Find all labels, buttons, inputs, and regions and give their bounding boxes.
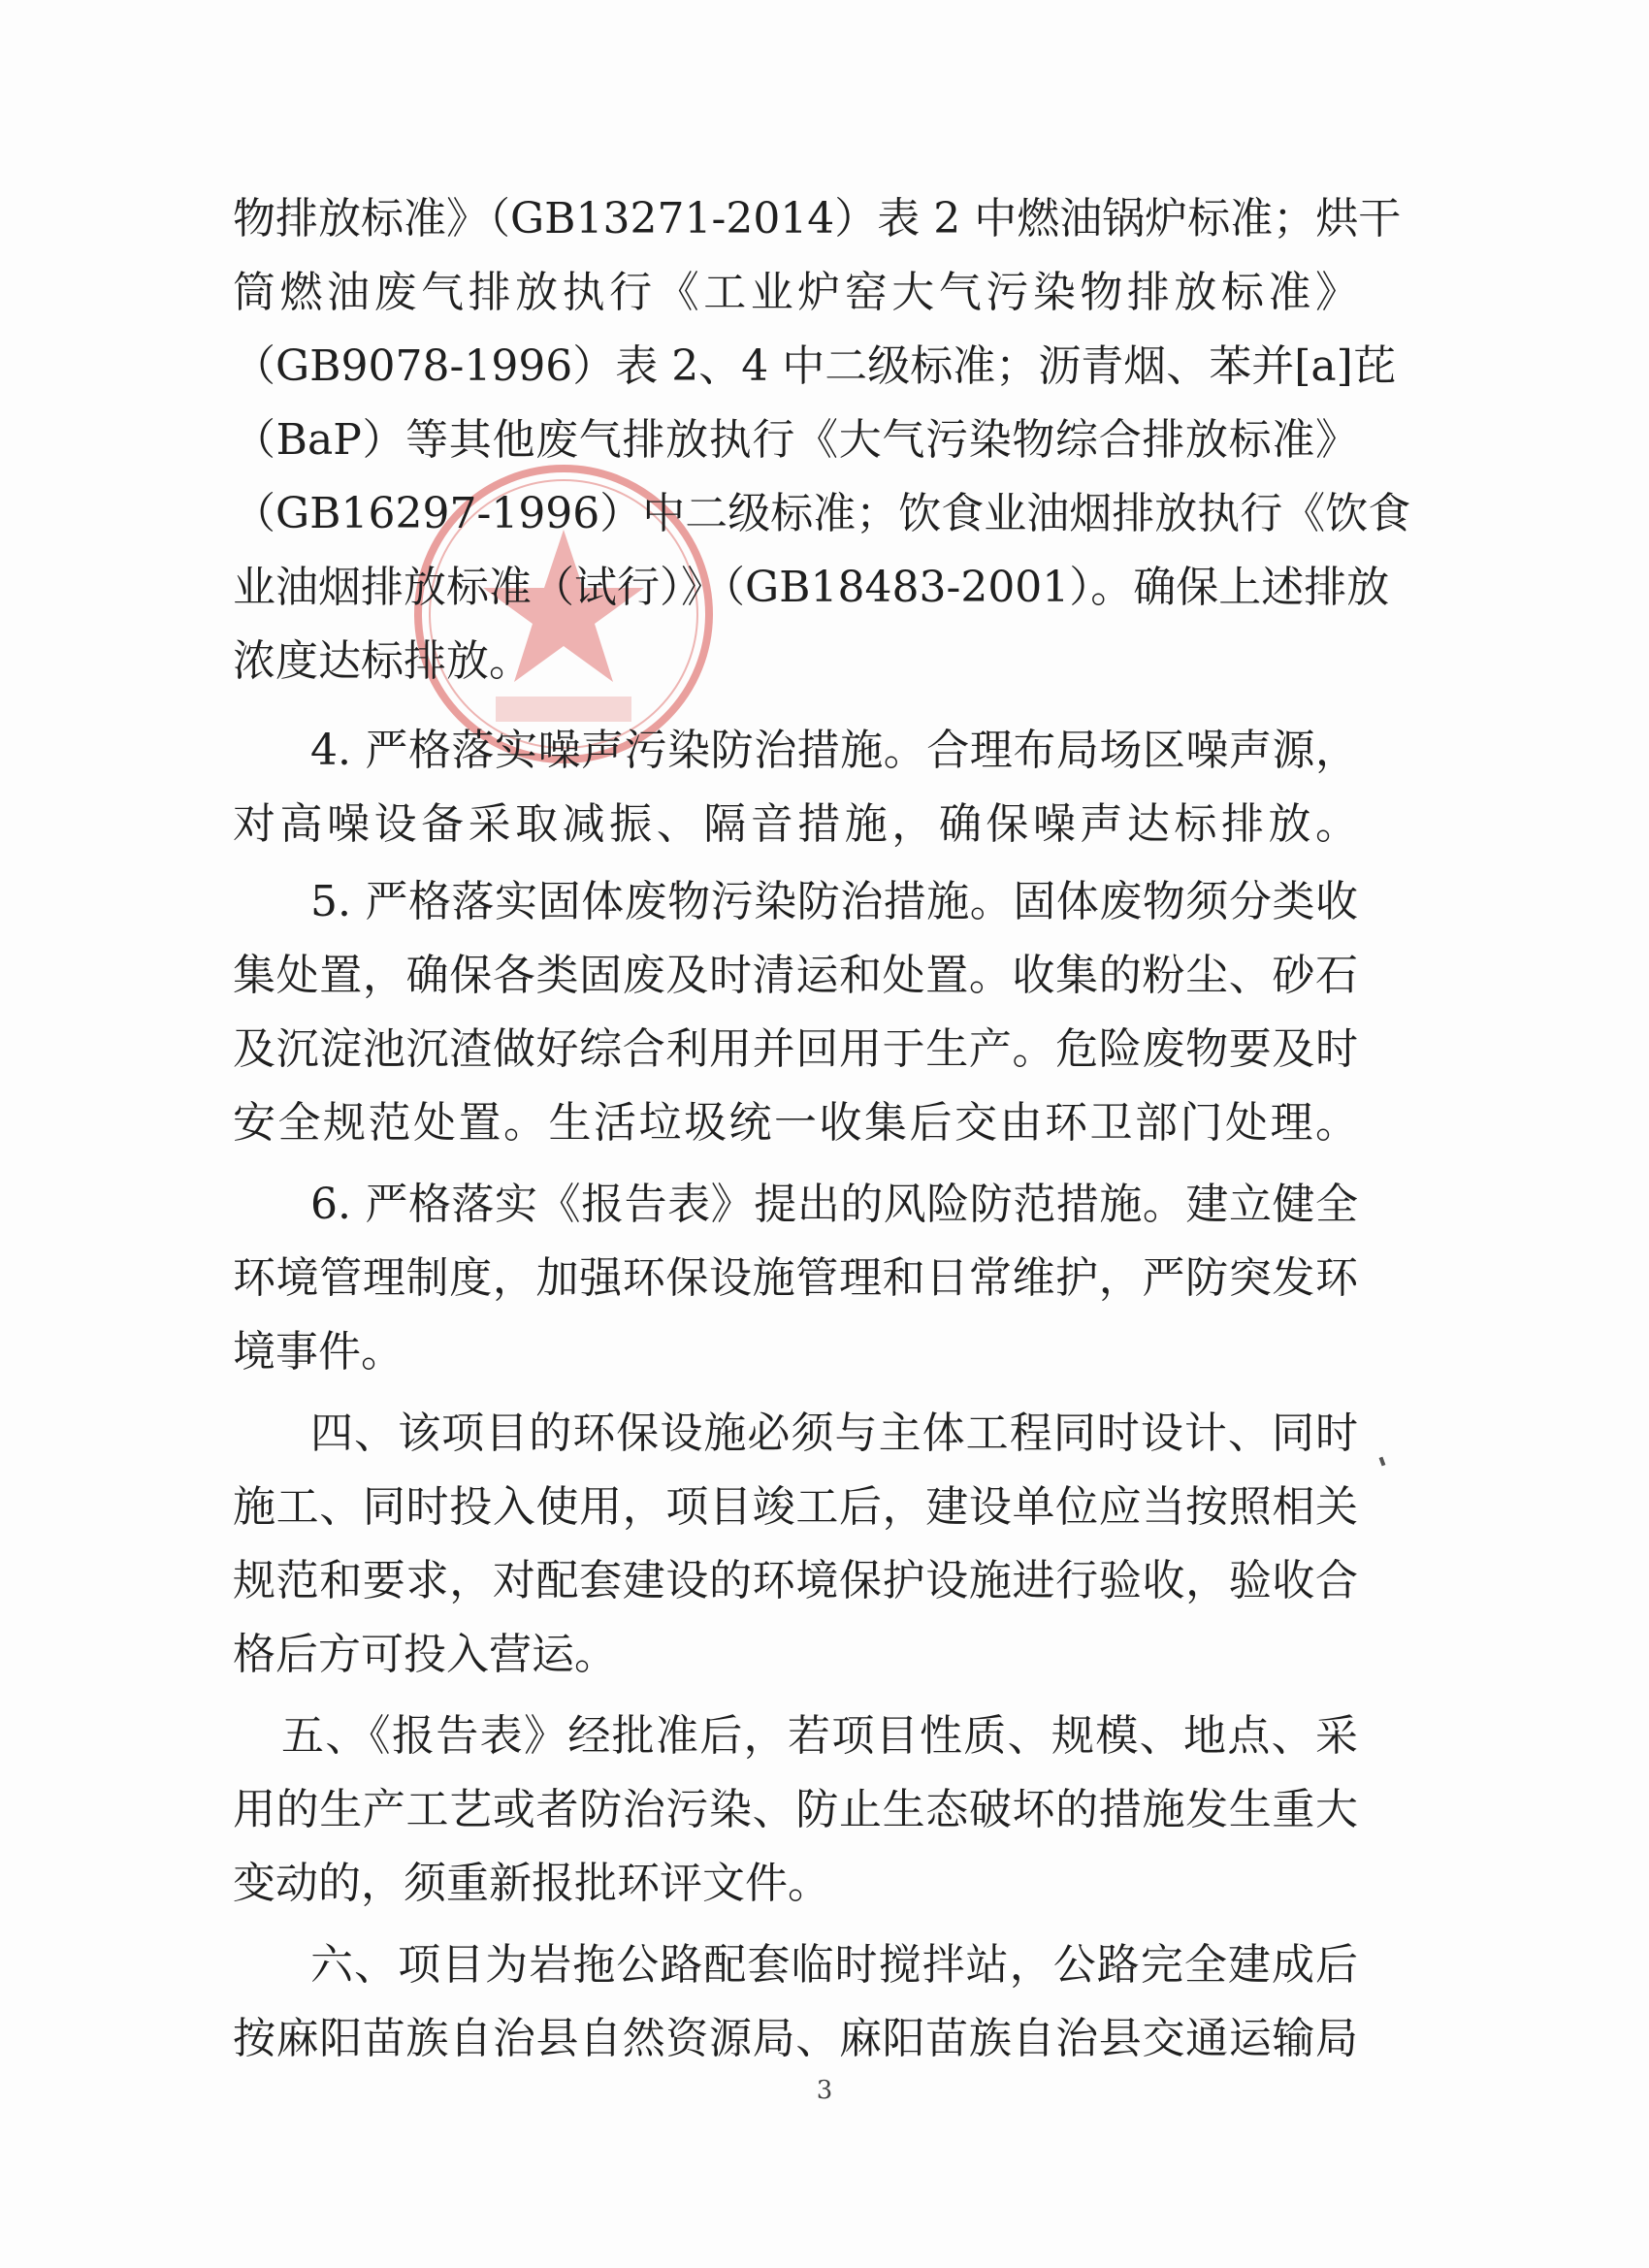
body-line-4: （BaP）等其他废气排放执行《大气污染物综合排放标准》 — [233, 415, 1358, 465]
paragraph-5-line-2: 集处置，确保各类固废及时清运和处置。收集的粉尘、砂石 — [233, 951, 1358, 1000]
body-line-6: 业油烟排放标准（试行）》（GB18483-2001）。确保上述排放 — [233, 563, 1390, 612]
section-four-line-3: 规范和要求，对配套建设的环境保护设施进行验收，验收合 — [233, 1556, 1358, 1605]
body-line-7: 浓度达标排放。 — [233, 636, 532, 686]
body-line-5: （GB16297-1996）中二级标准；饮食业油烟排放执行《饮食 — [233, 489, 1411, 538]
page-number: 3 — [816, 2076, 833, 2105]
body-line-2: 筒燃油废气排放执行《工业炉窑大气污染物排放标准》 — [233, 268, 1358, 317]
body-line-3: （GB9078-1996）表 2、4 中二级标准；沥青烟、苯并[a]芘 — [233, 341, 1396, 391]
paragraph-5-line-4: 安全规范处置。生活垃圾统一收集后交由环卫部门处理。 — [233, 1098, 1358, 1148]
body-line-1: 物排放标准》（GB13271-2014）表 2 中燃油锅炉标准；烘干 — [233, 194, 1402, 243]
scan-speck — [1379, 1457, 1386, 1467]
section-five-line-1: 五、《报告表》经批准后，若项目性质、规模、地点、采 — [281, 1711, 1358, 1761]
section-six-line-1: 六、项目为岩拖公路配套临时搅拌站，公路完全建成后 — [310, 1940, 1358, 1990]
section-six-line-2: 按麻阳苗族自治县自然资源局、麻阳苗族自治县交通运输局 — [233, 2014, 1358, 2063]
paragraph-6-line-1: 6. 严格落实《报告表》提出的风险防范措施。建立健全 — [310, 1180, 1358, 1229]
paragraph-5-line-1: 5. 严格落实固体废物污染防治措施。固体废物须分类收 — [310, 877, 1358, 926]
paragraph-4-line-2: 对高噪设备采取减振、隔音措施，确保噪声达标排放。 — [233, 799, 1358, 849]
paragraph-4-line-1: 4. 严格落实噪声污染防治措施。合理布局场区噪声源， — [310, 726, 1358, 775]
section-four-line-2: 施工、同时投入使用，项目竣工后，建设单位应当按照相关 — [233, 1482, 1358, 1532]
section-five-line-3: 变动的，须重新报批环评文件。 — [233, 1859, 830, 1908]
paragraph-6-line-2: 环境管理制度，加强环保设施管理和日常维护，严防突发环 — [233, 1253, 1358, 1303]
paragraph-6-line-3: 境事件。 — [233, 1327, 404, 1377]
section-four-line-4: 格后方可投入营运。 — [233, 1630, 617, 1679]
paragraph-5-line-3: 及沉淀池沉渣做好综合利用并回用于生产。危险废物要及时 — [233, 1024, 1358, 1074]
section-four-line-1: 四、该项目的环保设施必须与主体工程同时设计、同时 — [310, 1409, 1358, 1458]
section-five-line-2: 用的生产工艺或者防治污染、防止生态破坏的措施发生重大 — [233, 1785, 1358, 1834]
